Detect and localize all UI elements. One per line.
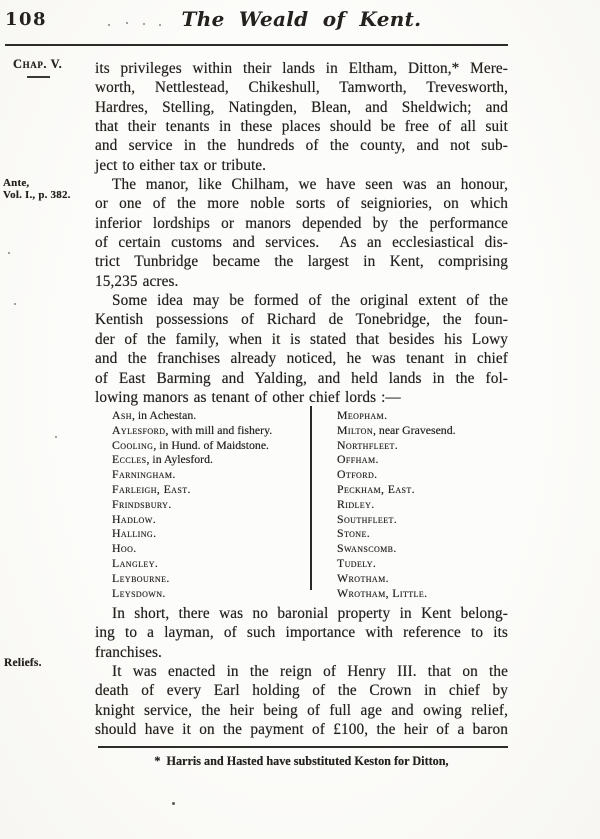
- manor-item: [112, 452, 308, 467]
- manor-name: Wrotham.: [337, 570, 389, 585]
- manor-name: Halling.: [112, 526, 157, 541]
- manor-name: Ash: [112, 408, 132, 422]
- paragraph: [95, 662, 508, 739]
- text-line: 15,235 acres.: [95, 272, 179, 290]
- text-line: The manor, like Chilham, we have seen was an honour,: [112, 176, 508, 194]
- ink-speck: [159, 24, 161, 26]
- manor-name: Swanscomb.: [337, 541, 397, 556]
- manor-name: Meopham.: [337, 408, 388, 422]
- manor-item: [337, 556, 507, 571]
- manor-item: [112, 438, 308, 453]
- manor-name: Farningham.: [112, 467, 176, 482]
- paragraph: [95, 59, 508, 175]
- manor-item: [112, 408, 308, 423]
- text-line: that their tenants in these places should be free of all suit: [95, 118, 508, 136]
- text-line: Some idea may be formed of the original extent of the: [112, 292, 508, 310]
- manor-column-right: [337, 408, 507, 600]
- manor-name: Aylesford: [112, 422, 166, 437]
- manor-name: Langley.: [112, 555, 159, 570]
- ink-speck: [172, 802, 175, 805]
- manor-name: Cooling: [112, 437, 154, 452]
- text-line: worth, Nettlestead, Chikeshull, Tamworth, Trevesworth,: [95, 79, 508, 97]
- manor-name: Wrotham, Little.: [337, 585, 428, 600]
- ink-speck: [108, 24, 110, 26]
- chapter-underline: [27, 76, 50, 78]
- manor-item: [337, 541, 507, 556]
- manor-column-left: [112, 408, 308, 600]
- manor-item: [337, 408, 507, 423]
- text-line: death of every Earl holding of the Crown in chief by: [95, 682, 508, 700]
- ink-speck: [8, 252, 10, 254]
- manor-detail: , near Gravesend.: [373, 422, 456, 437]
- manor-name: Stone.: [337, 526, 371, 541]
- text-line: should have it on the payment of £100, the heir of a baron: [95, 721, 508, 739]
- manor-list-divider: [310, 406, 312, 590]
- text-line: ject to either tax or tribute.: [95, 156, 267, 174]
- manor-name: Leysdown.: [112, 585, 166, 600]
- margin-note-ante-line2: Vol. I., p. 382.: [3, 189, 71, 201]
- manor-name: Eccles: [112, 452, 147, 467]
- ink-speck: [126, 22, 128, 24]
- text-line: inferior lordships or manors depended by the performance: [95, 214, 508, 232]
- body-text-upper: [95, 59, 508, 407]
- paragraph: [95, 604, 508, 662]
- footnote-rule: [98, 746, 508, 748]
- text-line: of certain customs and services. As an ecclesiastical dis-: [95, 234, 508, 252]
- paragraph: [95, 175, 508, 291]
- manor-item: [337, 467, 507, 482]
- manor-name: Ridley.: [337, 496, 375, 511]
- running-title: The Weald of Kent.: [181, 7, 422, 31]
- manor-item: [337, 497, 507, 512]
- manor-name: Hadlow.: [112, 511, 157, 526]
- text-line: or one of the more noble sorts of seigniories, on which: [95, 195, 508, 213]
- text-line: Kentish possessions of Richard de Tonebridge, the foun-: [95, 311, 508, 329]
- manor-name: Southfleet.: [337, 511, 398, 526]
- text-line: ing to a layman, of such importance with reference to its: [95, 624, 508, 642]
- manor-item: [337, 512, 507, 527]
- margin-note-reliefs: Reliefs.: [4, 657, 42, 669]
- paragraph: [95, 291, 508, 407]
- manor-list: [95, 408, 508, 604]
- text-line: lowing manors as tenant of other chief lords :—: [95, 388, 401, 406]
- body-text-lower: [95, 604, 508, 739]
- manor-item: [337, 482, 507, 497]
- manor-name: Milton: [337, 422, 374, 437]
- header-rule: [5, 44, 508, 46]
- manor-detail: , in Achestan.: [131, 408, 197, 422]
- text-line: knight service, the heir being of full age and owing relief,: [95, 701, 508, 719]
- footnote-marker: *: [154, 754, 161, 768]
- text-line: and the franchises already noticed, he was tenant in chief: [95, 350, 508, 368]
- text-line: its privileges within their lands in Eltham, Ditton,* Mere-: [95, 60, 508, 77]
- manor-detail: , in Hund. of Maidstone.: [153, 437, 270, 452]
- manor-item: [112, 526, 308, 541]
- footnote: [95, 754, 508, 769]
- manor-item: [112, 512, 308, 527]
- manor-detail: , in Aylesford.: [146, 452, 213, 467]
- manor-item: [112, 556, 308, 571]
- manor-item: [112, 482, 308, 497]
- manor-item: [112, 541, 308, 556]
- margin-note-ante-line1: Ante,: [3, 177, 30, 189]
- manor-name: Farleigh, East.: [112, 481, 191, 496]
- footnote-text: Harris and Hasted have substituted Keston for Ditton,: [166, 754, 449, 768]
- manor-name: Offham.: [337, 452, 379, 467]
- manor-name: Hoo.: [112, 541, 137, 556]
- text-line: Hardres, Stelling, Natingden, Blean, and Sheldwich; and: [95, 98, 508, 116]
- text-line: franchises.: [95, 643, 162, 661]
- manor-name: Leybourne.: [112, 570, 170, 585]
- manor-item: [337, 586, 507, 601]
- text-line: der of the family, when it is stated that besides his Lowy: [95, 330, 508, 348]
- manor-item: [112, 497, 308, 512]
- manor-item: [337, 571, 507, 586]
- text-line: of East Barming and Yalding, and held lands in the fol-: [95, 369, 508, 387]
- manor-name: Peckham, East.: [337, 481, 415, 496]
- text-line: In short, there was no baronial property in Kent belong-: [112, 605, 508, 622]
- manor-detail: , with mill and fishery.: [165, 422, 273, 437]
- margin-note-chapter: Chap. V.: [13, 57, 63, 71]
- ink-speck: [55, 436, 57, 438]
- manor-item: [337, 452, 507, 467]
- manor-name: Frindsbury.: [112, 496, 172, 511]
- manor-name: Otford.: [337, 467, 378, 482]
- manor-item: [337, 423, 507, 438]
- manor-item: [337, 438, 507, 453]
- manor-item: [112, 467, 308, 482]
- manor-item: [112, 571, 308, 586]
- text-line: It was enacted in the reign of Henry III. that on the: [112, 663, 508, 681]
- manor-name: Northfleet.: [337, 437, 399, 452]
- manor-item: [337, 526, 507, 541]
- page-number: 108: [5, 9, 48, 30]
- ink-speck: [143, 23, 145, 25]
- manor-item: [112, 586, 308, 601]
- text-line: trict Tunbridge became the largest in Kent, comprising: [95, 253, 508, 271]
- manor-name: Tudely.: [337, 555, 377, 570]
- ink-speck: [14, 303, 16, 305]
- manor-item: [112, 423, 308, 438]
- margin-note-ante: [3, 177, 71, 201]
- text-line: and service in the hundreds of the county, and not sub-: [95, 137, 508, 155]
